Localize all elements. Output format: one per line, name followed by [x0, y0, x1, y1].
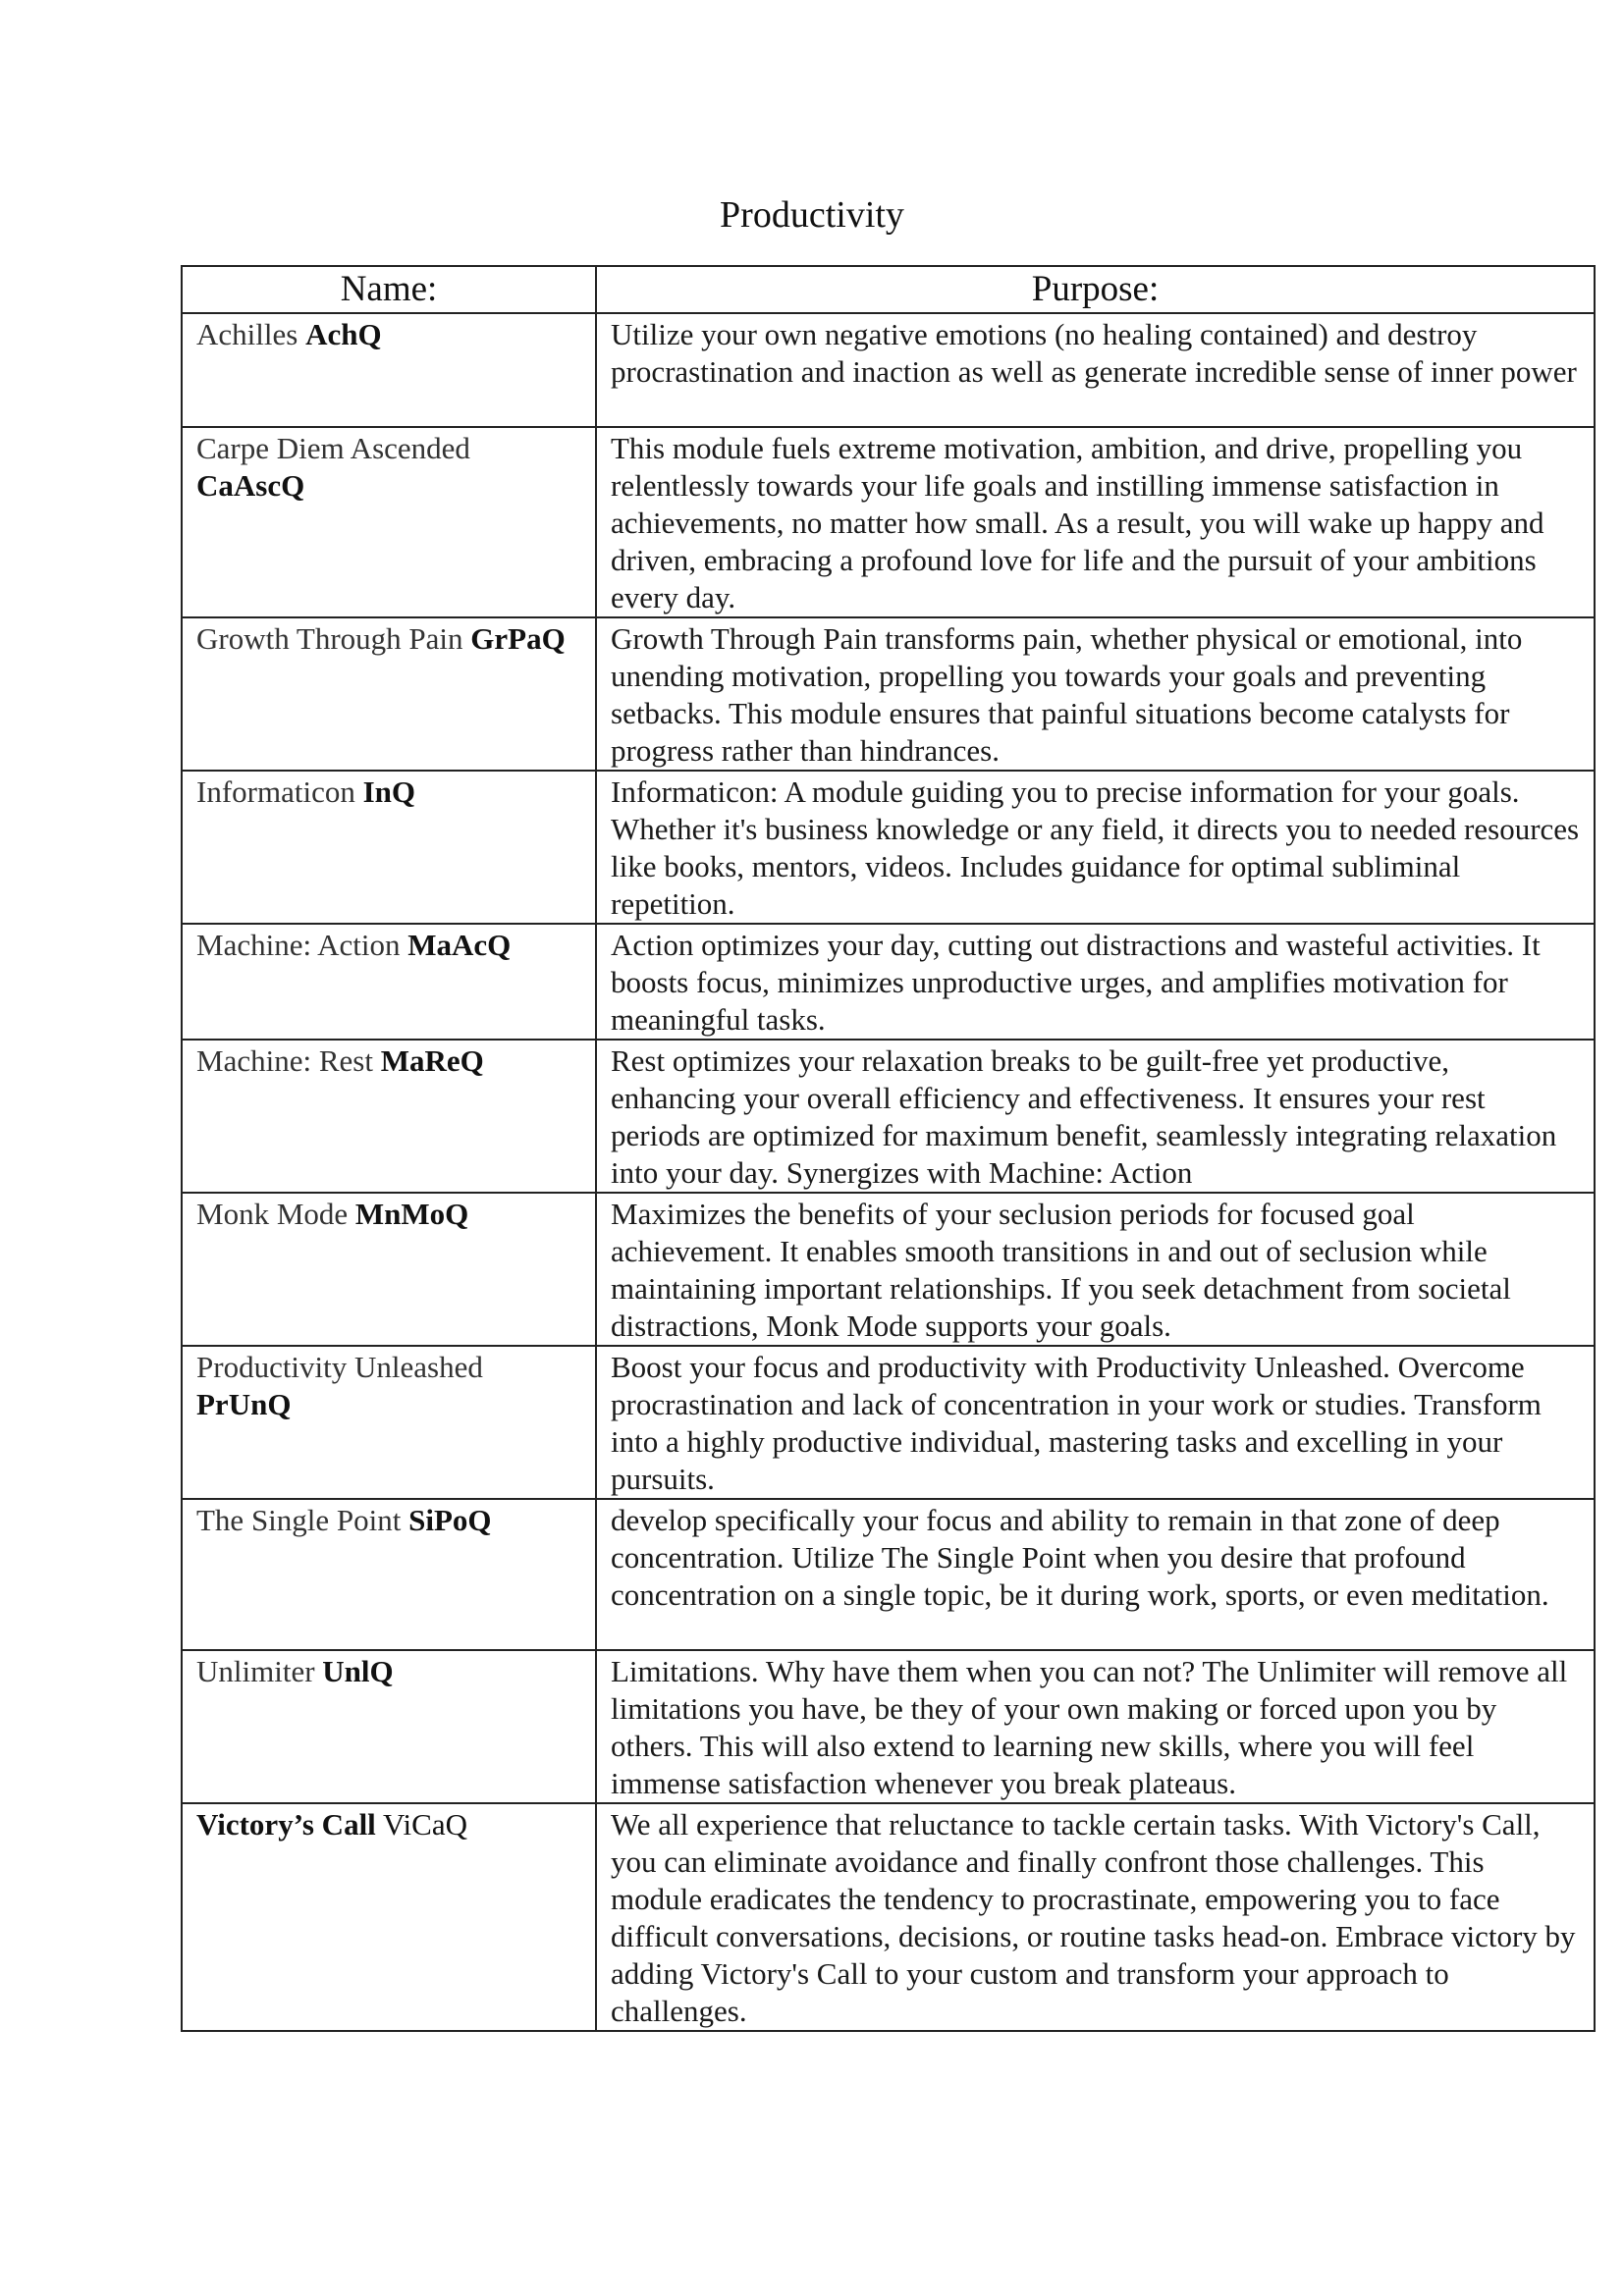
- module-name-cell: [182, 924, 596, 1040]
- purpose-column-header: Purpose:: [596, 266, 1595, 313]
- module-name: Machine: Rest: [196, 1043, 373, 1078]
- table-row: [182, 924, 1595, 1040]
- table-row: [182, 1650, 1595, 1803]
- module-code: CaAscQ: [196, 468, 305, 503]
- table-row: [182, 1803, 1595, 2031]
- module-name-cell: [182, 1346, 596, 1499]
- module-name-cell: [182, 313, 596, 427]
- module-code: UnlQ: [322, 1654, 394, 1688]
- module-name: Productivity Unleashed: [196, 1350, 483, 1384]
- table-row: [182, 1040, 1595, 1193]
- module-name: Growth Through Pain: [196, 621, 463, 656]
- page-title: Productivity: [720, 194, 904, 236]
- module-purpose: Maximizes the benefits of your seclusion periods for focused goal achievement. It enables smooth transitions in and out of seclusion while maintaining important relationships. If you seek detachment from societal distractions, Monk Mode supports your goals.: [596, 1193, 1595, 1346]
- module-name: Monk Mode: [196, 1197, 349, 1231]
- module-name-cell: [182, 427, 596, 617]
- table-row: [182, 313, 1595, 427]
- module-name-cell: [182, 1803, 596, 2031]
- module-name: Informaticon: [196, 774, 355, 809]
- module-purpose: We all experience that reluctance to tackle certain tasks. With Victory's Call, you can eliminate avoidance and finally confront those challenges. This module eradicates the tendency to procrastinate, empowering you to face difficult conversations, decisions, or routine tasks head-on. Embrace victory by adding Victory's Call to your custom and transform your approach to challenges.: [596, 1803, 1595, 2031]
- module-code: SiPoQ: [408, 1503, 492, 1537]
- table-row: [182, 1346, 1595, 1499]
- module-purpose: develop specifically your focus and ability to remain in that zone of deep concentration. Utilize The Single Point when you desire that profound concentration on a single topic, be it during work, sports, or even meditation.: [596, 1499, 1595, 1650]
- module-purpose: This module fuels extreme motivation, ambition, and drive, propelling you relentlessly towards your life goals and instilling immense satisfaction in achievements, no matter how small. As a result, you will wake up happy and driven, embracing a profound love for life and the pursuit of your ambitions every day.: [596, 427, 1595, 617]
- table-row: [182, 1193, 1595, 1346]
- module-code: MnMoQ: [354, 1197, 469, 1231]
- module-name: Achilles: [196, 317, 298, 351]
- table-row: [182, 427, 1595, 617]
- module-purpose: Boost your focus and productivity with Productivity Unleashed. Overcome procrastination and lack of concentration in your work or studies. Transform into a highly productive individual, mastering tasks and excelling in your pursuits.: [596, 1346, 1595, 1499]
- module-purpose: Informaticon: A module guiding you to precise information for your goals. Whether it's business knowledge or any field, it directs you to needed resources like books, mentors, videos. Includes guidance for optimal subliminal repetition.: [596, 771, 1595, 924]
- module-purpose: Rest optimizes your relaxation breaks to be guilt-free yet productive, enhancing your overall efficiency and effectiveness. It ensures your rest periods are optimized for maximum benefit, seamlessly integrating relaxation into your day. Synergizes with Machine: Action: [596, 1040, 1595, 1193]
- header-row: [182, 266, 1595, 313]
- module-name-cell: [182, 617, 596, 771]
- module-name: Carpe Diem Ascended: [196, 431, 470, 465]
- module-code: MaAcQ: [407, 928, 512, 962]
- module-code: InQ: [362, 774, 415, 809]
- module-name-cell: [182, 1650, 596, 1803]
- module-purpose: Action optimizes your day, cutting out distractions and wasteful activities. It boosts focus, minimizes unproductive urges, and amplifies motivation for meaningful tasks.: [596, 924, 1595, 1040]
- module-code: AchQ: [305, 317, 382, 351]
- module-name: The Single Point: [196, 1503, 402, 1537]
- module-code: GrPaQ: [470, 621, 566, 656]
- module-name-cell: [182, 1193, 596, 1346]
- module-purpose: Utilize your own negative emotions (no healing contained) and destroy procrastination and inaction as well as generate incredible sense of inner power: [596, 313, 1595, 427]
- modules-table: [181, 265, 1596, 2032]
- module-code: MaReQ: [380, 1043, 484, 1078]
- table-row: [182, 771, 1595, 924]
- table-row: [182, 617, 1595, 771]
- module-purpose: Growth Through Pain transforms pain, whether physical or emotional, into unending motivation, propelling you towards your goals and preventing setbacks. This module ensures that painful situations become catalysts for progress rather than hindrances.: [596, 617, 1595, 771]
- module-name-cell: [182, 1499, 596, 1650]
- name-column-header: Name:: [182, 266, 596, 313]
- table-row: [182, 1499, 1595, 1650]
- module-name: Unlimiter: [196, 1654, 315, 1688]
- module-name-cell: [182, 771, 596, 924]
- module-code: PrUnQ: [196, 1387, 292, 1421]
- module-name: Machine: Action: [196, 928, 401, 962]
- module-purpose: Limitations. Why have them when you can not? The Unlimiter will remove all limitations you have, be they of your own making or forced upon you by others. This will also extend to learning new skills, where you will feel immense satisfaction whenever you break plateaus.: [596, 1650, 1595, 1803]
- module-code: ViCaQ: [383, 1807, 467, 1842]
- module-name: Victory’s Call: [196, 1807, 376, 1842]
- module-name-cell: [182, 1040, 596, 1193]
